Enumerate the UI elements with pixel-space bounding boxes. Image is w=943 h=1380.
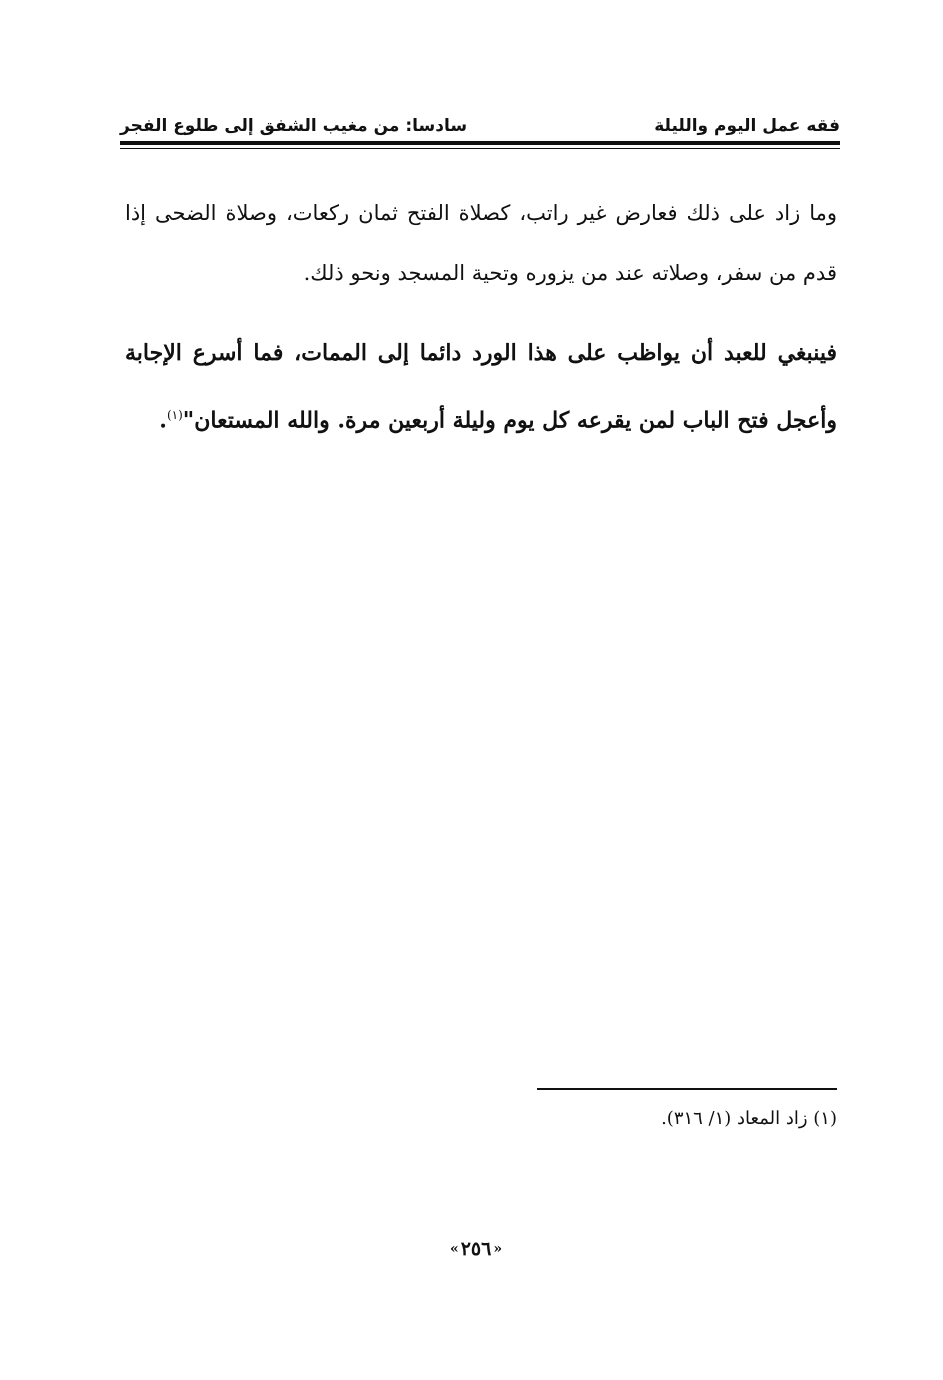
paragraph-2-text: فينبغي للعبد أن يواظب على هذا الورد دائما إلى الممات، فما أسرع الإجابة وأعجل فتح الباب لمن يقرعه كل يوم وليلة أربعين مرة. والله المستعان" (125, 340, 837, 434)
footnote-separator (537, 1088, 837, 1090)
page-number: ٢٥٦ (460, 1238, 492, 1260)
header-section-title: سادسا: من مغيب الشفق إلى طلوع الفجر (120, 116, 468, 136)
paragraph-1: وما زاد على ذلك فعارض غير راتب، كصلاة الفتح ثمان ركعات، وصلاة الضحى إذا قدم من سفر، وصلاته عند من يزوره وتحية المسجد ونحو ذلك. (125, 201, 837, 285)
header-rule-thick (120, 141, 840, 145)
ornament-left-icon: « (449, 1241, 459, 1257)
running-header (120, 110, 840, 140)
paragraph-2 (125, 322, 837, 451)
header-book-title: فقه عمل اليوم والليلة (654, 116, 840, 136)
paragraph-2-end: . (159, 407, 167, 434)
page-number-block (421, 1234, 531, 1264)
footnote-reference[interactable]: (١) (166, 408, 183, 422)
ornament-right-icon: » (493, 1241, 503, 1257)
footnote-1: (١) زاد المعاد (١/ ٣١٦). (661, 1108, 837, 1129)
header-rule-thin (120, 148, 840, 149)
